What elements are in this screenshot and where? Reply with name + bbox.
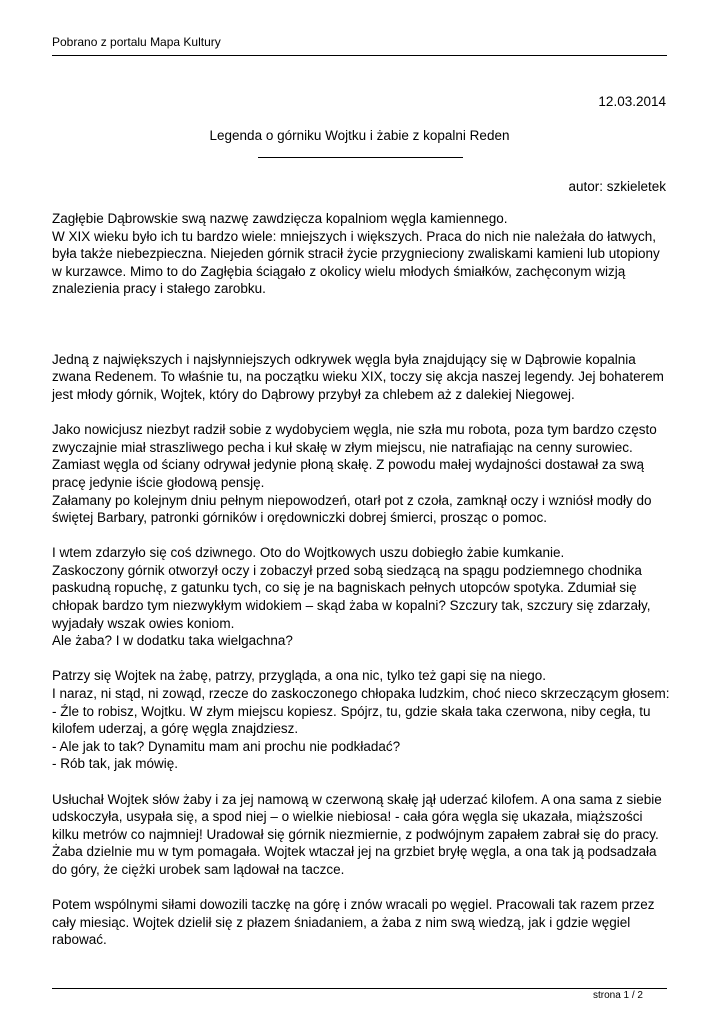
paragraph-line: I wtem zdarzyło się coś dziwnego. Oto do Wojtkowych uszu dobiegło żabie kumkanie. [52, 545, 565, 561]
paragraph-gap [52, 879, 672, 897]
paragraph-line: znalezienia pracy i stałego zarobku. [52, 281, 266, 297]
header-rule [52, 55, 667, 56]
paragraph-line: zwyczajnie miał straszliwego pecha i kuł skałę w złym miejscu, nie natrafiając na cenny surowiec. [52, 439, 633, 455]
paragraph-line: wyjadały wszak owies koniom. [52, 615, 235, 631]
paragraph-line: Zagłębie Dąbrowskie swą nazwę zawdzięcza kopalniom węgla kamiennego. [52, 211, 508, 226]
paragraph-line: rabować. [52, 932, 107, 948]
paragraph-line: pracę jedynie iście głodową pensję. [52, 474, 265, 490]
paragraph [52, 544, 672, 650]
paragraph [52, 421, 672, 527]
paragraph-line: kilku metrów co najmniej! Uradował się górnik niezmiernie, z podwójnym zapałem zabrał się do pracy. [52, 826, 659, 842]
paragraph-line: udskoczyła, usypała się, a spod niej – o wielkie niebiosa! - cała góra węgla się ukazała, miąższości [52, 809, 643, 825]
paragraph-gap [52, 650, 672, 668]
paragraph-line: paskudną ropuchę, z gatunku tych, co się je na bagniskach pełnych utopców spotyka. Zdumiał się [52, 580, 637, 596]
paragraph-gap [52, 773, 672, 791]
paragraph [52, 896, 672, 949]
document-title: Legenda o górniku Wojtku i żabie z kopalni Reden [209, 128, 510, 143]
paragraph-line: zwana Redenem. To właśnie tu, na początku wieku XIX, toczy się akcja naszej legendy. Jej bohaterem [52, 369, 664, 385]
document-body [52, 210, 672, 949]
document-author: autor: szkieletek [568, 179, 666, 194]
paragraph-line: świętej Barbary, patronki górników i orędowniczki dobrej śmierci, prosząc o pomoc. [52, 510, 547, 526]
document-date: 12.03.2014 [598, 94, 666, 109]
paragraph [52, 351, 672, 404]
paragraph-line: kilofem uderzaj, a górę węgla znajdziesz. [52, 721, 299, 737]
paragraph-line: Zamiast węgla od ściany odrywał jedynie płoną skałę. Z powodu małej wydajności dostawał za swą [52, 457, 645, 473]
paragraph-line: jest młody górnik, Wojtek, który do Dąbrowy przybył za chlebem aż z dalekiej Niegowej. [52, 386, 575, 402]
paragraph-line: - Źle to robisz, Wojtku. W złym miejscu kopiesz. Spójrz, tu, gdzie skała taka czerwona, niby cegła, tu [52, 703, 651, 719]
paragraph-gap [52, 527, 672, 545]
paragraph-line: - Ale jak to tak? Dynamitu mam ani prochu nie podkładać? [52, 738, 401, 754]
paragraph-line: Żaba dzielnie mu w tym pomagała. Wojtek wtaczał jej na grzbiet bryłę węgla, a ona tak ją podsadzała [52, 844, 657, 860]
paragraph [52, 210, 672, 298]
paragraph-line: Usłuchał Wojtek słów żaby i za jej namową w czerwoną skałę jął uderzać kilofem. A ona sama z siebie [52, 791, 662, 807]
paragraph [52, 667, 672, 773]
paragraph-line: Patrzy się Wojtek na żabę, patrzy, przygląda, a ona nic, tylko też gapi się na niego. [52, 668, 547, 684]
paragraph-line: Ale żaba? I w dodatku taka wielgachna? [52, 633, 293, 649]
page-number: strona 1 / 2 [592, 990, 643, 1001]
paragraph-line: - Rób tak, jak mówię. [52, 756, 179, 772]
paragraph-line: do góry, że ciężki urobek sam lądował na taczce. [52, 861, 345, 877]
footer-rule [52, 988, 667, 989]
paragraph-line: cały miesiąc. Wojtek dzielił się z płazem śniadaniem, a żaba z nim swą wiedzą, jak i gdzie węgiel [52, 914, 631, 930]
paragraph-line: I naraz, ni stąd, ni zowąd, rzecze do zaskoczonego chłopaka ludzkim, choć nieco skrzeczącym głosem: [52, 686, 670, 702]
paragraph-line: chłopak bardzo tym niezwykłym widokiem – skąd żaba w kopalni? Szczury tak, szczury się zdarzały, [52, 598, 651, 614]
paragraph-gap [52, 404, 672, 422]
paragraph-line: w kurzawce. Mimo to do Zagłębia ściągało z okolicy wielu młodych śmiałków, zachęconym wizją [52, 263, 626, 279]
paragraph-line: Zaskoczony górnik otworzył oczy i zobaczył przed sobą siedzącą na spągu podziemnego chodnika [52, 562, 642, 578]
paragraph-line: Jako nowicjusz niezbyt radził sobie z wydobyciem węgla, nie szła mu robota, poza tym bardzo często [52, 422, 657, 438]
paragraph [52, 791, 672, 879]
paragraph-line: W XIX wieku było ich tu bardzo wiele: mniejszych i większych. Praca do nich nie należała do łatwych, [52, 228, 657, 244]
page-header-source: Pobrano z portalu Mapa Kultury [52, 35, 221, 49]
paragraph-gap [52, 298, 672, 351]
paragraph-line: Potem wspólnymi siłami dowozili taczkę na górę i znów wracali po węgiel. Pracowali tak razem przez [52, 897, 655, 913]
paragraph-line: była także niebezpieczna. Niejeden górnik stracił życie przygnieciony zwaliskami kamieni lub utopiony [52, 246, 660, 262]
paragraph-line: Załamany po kolejnym dniu pełnym niepowodzeń, otarł pot z czoła, zamknął oczy i wzniósł modły do [52, 492, 652, 508]
title-underline [258, 157, 463, 158]
paragraph-line: Jedną z największych i najsłynniejszych odkrywek węgla była znajdujący się w Dąbrowie kopalnia [52, 351, 636, 367]
